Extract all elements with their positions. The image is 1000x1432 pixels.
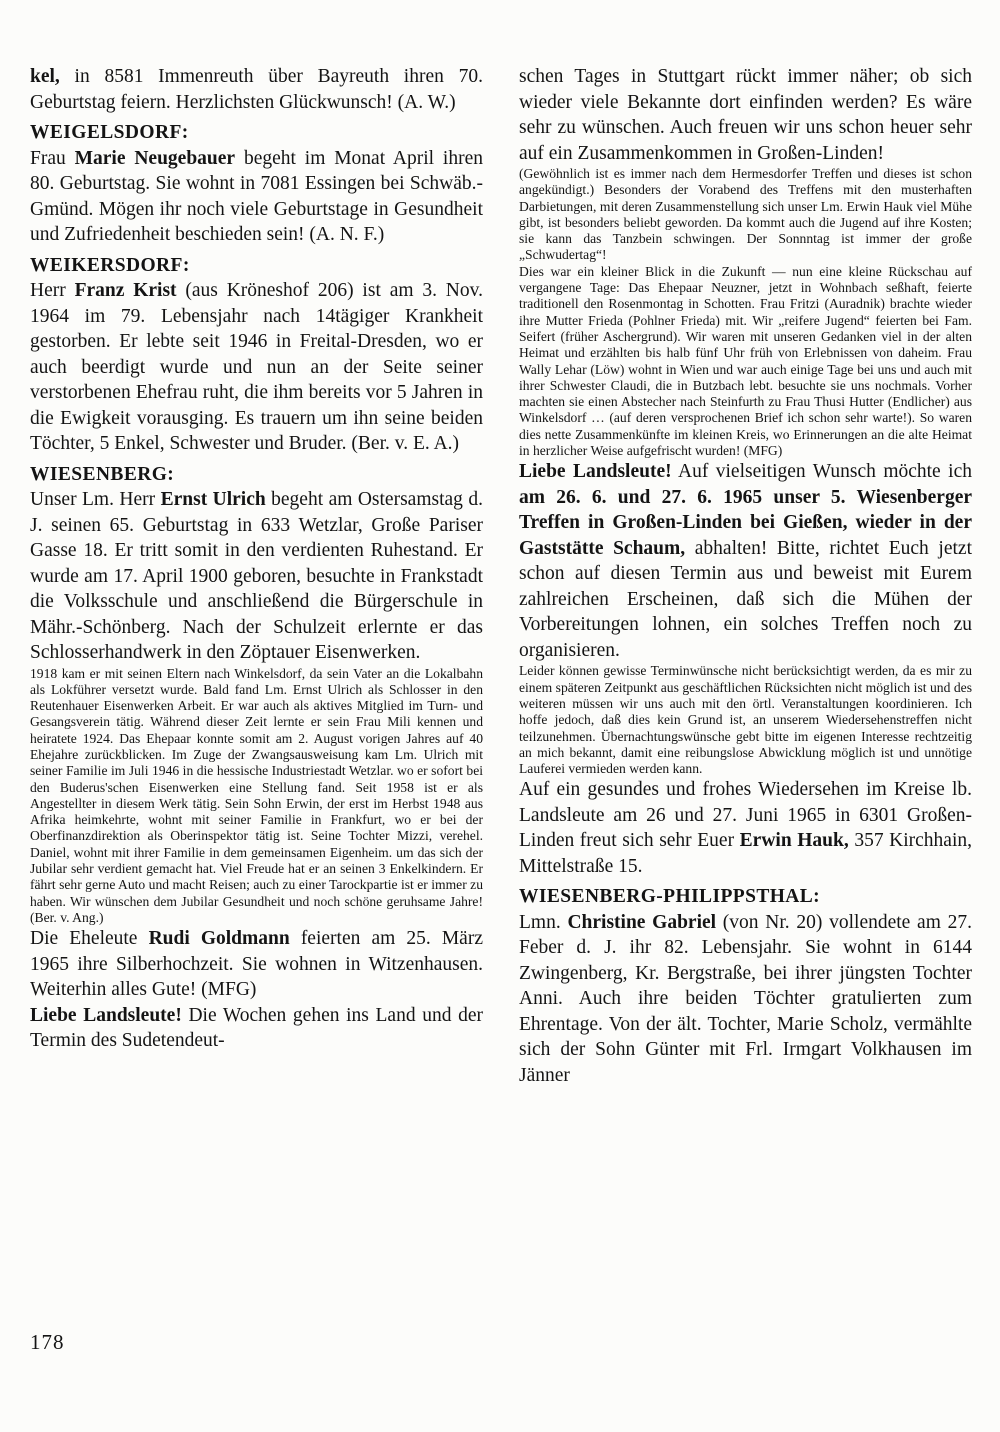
bold-text-run: am 26. 6. und 27. 6. 1965 unser 5. Wiesenberger Treffen in Großen-Linden bei Gießen, wieder in der Gaststätte Schaum, xyxy=(519,486,972,559)
text-run: Leider können gewisse Terminwünsche nicht berücksichtigt werden, da es mir zu einem späteren Zeitpunkt aus geschäftlichen Rücksichten nicht möglich ist und des weiteren müssen wir uns auch mit den örtl. Veranstaltungen koordinieren. Ich hoffe jedoch, daß dies kein Grund ist, an unserem Wiedersehenstreffen nicht teilzunehmen. Übernachtungswünsche gebt bitte im eigenen Interesse rechtzeitig an mich bekannt, damit eine reibungslose Abwicklung möglich ist und unnötige Lauferei vermieden werden kann. xyxy=(519,663,972,777)
text-run: begeht am Ostersamstag d. J. seinen 65. Geburtstag in 633 Wetzlar, Große Pariser Gasse 18. Er tritt somit in den verdienten Ruhestand. Er wurde am 17. April 1900 geboren, besuchte in Frankstadt die Volksschule und anschließend die Bürgerschule in Mähr.-Schönberg. Nach der Schulzeit erlernte er das Schlosserhandwerk in den Zöptauer Eisenwerken. xyxy=(30,489,483,663)
paragraph xyxy=(519,64,972,166)
bold-text-run: Liebe Landsleute! xyxy=(519,461,672,483)
text-run: Die Wochen gehen ins Land und der Termin des Sudetendeut- xyxy=(30,1004,483,1052)
paragraph xyxy=(30,146,483,248)
paragraph-small xyxy=(30,666,483,927)
text-run: Unser Lm. Herr xyxy=(30,489,161,510)
bold-text-run: Franz Krist xyxy=(74,280,177,301)
paragraph xyxy=(30,1003,483,1054)
text-run: Dies war ein kleiner Blick in die Zukunft — nun eine kleine Rückschau auf vergangene Tage: Das Ehepaar Neuzner, jetzt in Wohnbach seßhaft, feierte traditionell den Rosenmontag in Schotten. Frau Fritzi (Auradnik) brachte wieder ihre Mutter Frieda (Pohlner Frieda) mit. Wir „reifere Jugend“ feierten bei Fam. Seifert (früher Aschergrund). Wir waren mit unseren Gedanken viel in der alten Heimat und erzählten bis halb fünf Uhr früh von Erlebnissen von daheim. Frau Wally Lehar (Löw) wohnt in Wien und war auch einige Tage bei uns und auch mit ihrer Schwester Claudi, die in Butzbach lebt. besuchte sie uns nochmals. Vorher machten sie einen Abstecher nach Steinfurth zu Frau Thusi Hutter (Endlicher) aus Winkelsdorf … (auf deren versprochenen Brief ich schon sehr warte!). So waren dies nette Zusammenkünfte im kleinen Kreis, wo Erinnerungen an die alte Heimat in herzlicher Weise aufgefrischt wurden! (MFG) xyxy=(519,263,972,459)
text-run: (von Nr. 20) vollendete am 27. Feber d. J. ihr 82. Lebensjahr. Sie wohnt in 6144 Zwingenberg, Kr. Bergstraße, bei ihrer jüngsten Tochter Anni. Auch ihre beiden Töchter gratulierten zum Ehrentage. Von der ält. Tochter, Marie Scholz, vermählte sich der Sohn Günter mit Frl. Irmgart Volkhausen im Jänner xyxy=(519,911,972,1086)
text-run: Auf ein gesundes und frohes Wiedersehen im Kreise lb. Landsleute am 26 und 27. Juni 1965 in 6301 Großen-Linden freut sich sehr Euer xyxy=(519,779,972,852)
bold-text-run: Liebe Landsleute! xyxy=(30,1004,182,1026)
section-heading: WIESENBERG-PHILIPPSTHAL: xyxy=(519,886,821,908)
section-heading: WEIKERSDORF: xyxy=(30,254,190,276)
text-run: begeht im Monat April ihren 80. Geburtstag. Sie wohnt in 7081 Essingen bei Schwäb.-Gmünd. Mögen ihr noch viele Geburtstage in Gesundheit und Zufriedenheit beschieden sein! (A. N. F.) xyxy=(30,147,483,245)
text-run: in 8581 Immenreuth über Bayreuth ihren 70. Geburtstag feiern. Herzlichsten Glückwunsch! (A. W.) xyxy=(30,66,483,113)
column-right xyxy=(519,64,972,1088)
bold-text-run: Erwin Hauk, xyxy=(739,830,849,852)
paragraph xyxy=(519,459,972,663)
section-heading: WEIGELSDORF: xyxy=(30,122,189,143)
bold-text-run: Marie Neugebauer xyxy=(74,147,236,169)
column-left xyxy=(30,64,483,1088)
text-run: abhalten! Bitte, richtet Euch jetzt schon auf diesen Termin aus und beweist mit Eurem zahlreichen Erscheinen, daß sich die Mühen der Vorbereitungen lohnen, ein solches Treffen noch zu organisieren. xyxy=(519,537,972,661)
text-run: Die Eheleute xyxy=(30,928,149,950)
paragraph-small xyxy=(519,166,972,264)
text-run: Lmn. xyxy=(519,911,568,933)
bold-text-run: kel, xyxy=(30,66,60,87)
text-run: 357 Kirchhain, Mittelstraße 15. xyxy=(519,830,972,877)
section-heading: WIESENBERG: xyxy=(30,463,175,485)
text-run: Auf vielseitigen Wunsch möchte ich xyxy=(671,461,972,483)
paragraph xyxy=(30,278,483,457)
paragraph-small xyxy=(519,264,972,460)
bold-text-run: Christine Gabriel xyxy=(567,911,717,933)
text-run: feierten am 25. März 1965 ihre Silberhochzeit. Sie wohnen in Witzenhausen. Weiterhin alles Gute! (MFG) xyxy=(30,928,483,1001)
text-run: (Gewöhnlich ist es immer nach dem Hermesdorfer Treffen und dieses ist schon angekündigt.) Besonders der Vorabend des Treffens mit den musterhaften Darbietungen, mit deren Zusammenstellung sich unser Lm. Erwin Hauk viel Mühe gibt, ist besonders beliebt geworden. Da kommt auch die Jugend auf ihre Kosten; sie kann das Tanzbein schwingen. Der Sonnntag ist immer der große „Schwudertag“! xyxy=(519,166,972,263)
text-run: Frau xyxy=(30,147,75,169)
text-run: Herr xyxy=(30,280,75,301)
paragraph xyxy=(30,64,483,115)
paragraph xyxy=(519,777,972,879)
page-number: 178 xyxy=(30,1330,65,1354)
paragraph xyxy=(30,926,483,1003)
text-run: (aus Kröneshof 206) ist am 3. Nov. 1964 im 79. Lebensjahr nach 14tägiger Krankheit gestorben. Er lebte seit 1946 in Freital-Dresden, wo er auch beerdigt wurde und nun an der Seite seiner verstorbenen Ehefrau ruht, die ihm bereits vor 5 Jahren in die Ewigkeit vorausging. Es trauern um ihn seine beiden Töchter, 5 Enkel, Schwester und Bruder. (Ber. v. E. A.) xyxy=(30,280,483,454)
paragraph xyxy=(30,487,483,666)
text-run: 1918 kam er mit seinen Eltern nach Winkelsdorf, da sein Vater an die Lokalbahn als Lokführer versetzt wurde. Bald fand Lm. Ernst Ulrich als Schlosser in den Reutenhauer Eisenwerken Arbeit. Er war auch als aktives Mitglied im Turn- und Gesangsverein tätig. Während dieser Zeit lernte er sein Frau Mili kennen und heiratete 1924. Das Ehepaar konnte somit am 2. August vorigen Jahres auf 40 Ehejahre zurückblicken. Im Zuge der Zwangsausweisung kam Lm. Ulrich mit seiner Familie im Juli 1946 in die hessische Industriestadt Wetzlar. wo er sofort bei den Buderus'schen Eisenwerken eine Stellung fand. Seit 1958 ist er als Angestellter in diesem Werk tätig. Sein Sohn Erwin, der erst im Herbst 1948 aus Afrika heimkehrte, wohnt mit seiner Familie in Frankfurt, wo er bei der Oberfinanzdirektion als Oberinspektor tätig ist. Seine Tochter Mizzi, verehel. Daniel, wohnt mit ihrer Familie in dem gemeinsamen Eigenheim. um das sich der Jubilar sehr verdient gemacht hat. Viel Freude hat er an seinen 3 Enkelkindern. Er fährt sehr gerne Auto und macht Reisen; auch zu einer Tarockpartie ist er immer zu haben. Wir wünschen dem Jubilar Gesundheit und noch schöne geruhsame Jahre! (Ber. v. Ang.) xyxy=(30,665,483,925)
bold-text-run: Ernst Ulrich xyxy=(160,489,266,510)
paragraph xyxy=(519,910,972,1089)
text-run: schen Tages in Stuttgart rückt immer näher; ob sich wieder viele Bekannte dort einfinden werden? Es wäre sehr zu wünschen. Auch freuen wir uns schon heuer sehr auf ein Zusammenkommen in Großen-Linden! xyxy=(519,66,972,164)
bold-text-run: Rudi Goldmann xyxy=(148,928,290,950)
paragraph-small xyxy=(519,663,972,777)
